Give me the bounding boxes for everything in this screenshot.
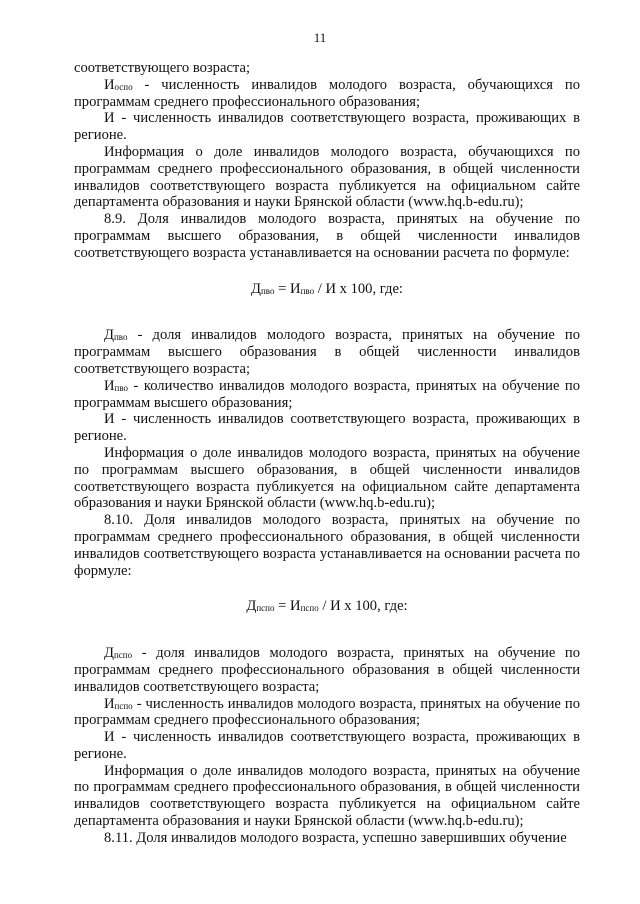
definition-paragraph: $Д_{пспо}$ - доля инвалидов молодого возраста, принятых на обучение по программам среднего профессионального образования в общей численности инвалидов соответствующего возраста; (74, 645, 580, 695)
definition-paragraph: $И_{оспо}$ - численность инвалидов молодого возраста, обучающихся по программам среднего профессионального образования; (74, 76, 580, 110)
text-paragraph: Информация о доле инвалидов молодого возраста, принятых на обучение по программам среднего профессионального образования, в общей численности инвалидов соответствующего возраста публикуется на официальном сайте департамента образования и науки Брянской области (www.hq.b-edu.ru); (74, 762, 580, 830)
definition-paragraph: И - численность инвалидов соответствующего возраста, проживающих в регионе. (74, 729, 580, 762)
definition-paragraph: $Д_{пво}$ - доля инвалидов молодого возраста, принятых на обучение по программам высшего образования в общей численности инвалидов соответствующего возраста; (74, 327, 580, 377)
text-paragraph: Информация о доле инвалидов молодого возраста, обучающихся по программам среднего профессионального образования, в общей численности инвалидов соответствующего возраста публикуется на официальном сайте департамента образования и науки Брянской области (www.hq.b-edu.ru); (74, 143, 580, 211)
section-paragraph: 8.9. Доля инвалидов молодого возраста, принятых на обучение по программам высшего образования, в общей численности инвалидов соответствующего возраста устанавливается на основании расчета по формуле: (74, 211, 580, 261)
document-body (74, 60, 580, 847)
text-paragraph: соответствующего возраста; (74, 60, 251, 76)
page-number: 11 (313, 30, 327, 45)
definition-paragraph: И - численность инвалидов соответствующего возраста, проживающих в регионе. (74, 110, 580, 144)
definition-paragraph: $И_{пспо}$ - численность инвалидов молодого возраста, принятых на обучение по программам среднего профессионального образования; (74, 695, 580, 729)
formula: $Д_{пспо} = И_{пспо} / И$ х 100, где: (246, 598, 408, 615)
definition-paragraph: $И_{пво}$ - количество инвалидов молодого возраста, принятых на обучение по программам высшего образования; (74, 377, 580, 411)
text-paragraph: Информация о доле инвалидов молодого возраста, принятых на обучение по программам высшего образования, в общей численности инвалидов соответствующего возраста публикуется на официальном сайте департамента образования и науки Брянской области (www.hq.b-edu.ru); (74, 444, 580, 512)
section-paragraph: 8.10. Доля инвалидов молодого возраста, принятых на обучение по программам среднего профессионального образования, в общей численности инвалидов соответствующего возраста устанавливается на основании расчета по формуле: (74, 512, 580, 579)
definition-paragraph: И - численность инвалидов соответствующего возраста, проживающих в регионе. (74, 411, 580, 445)
section-paragraph: 8.11. Доля инвалидов молодого возраста, успешно завершивших обучение (104, 829, 567, 846)
formula: $Д_{пво} = И_{пво} / И$ х 100, где: (251, 280, 403, 297)
